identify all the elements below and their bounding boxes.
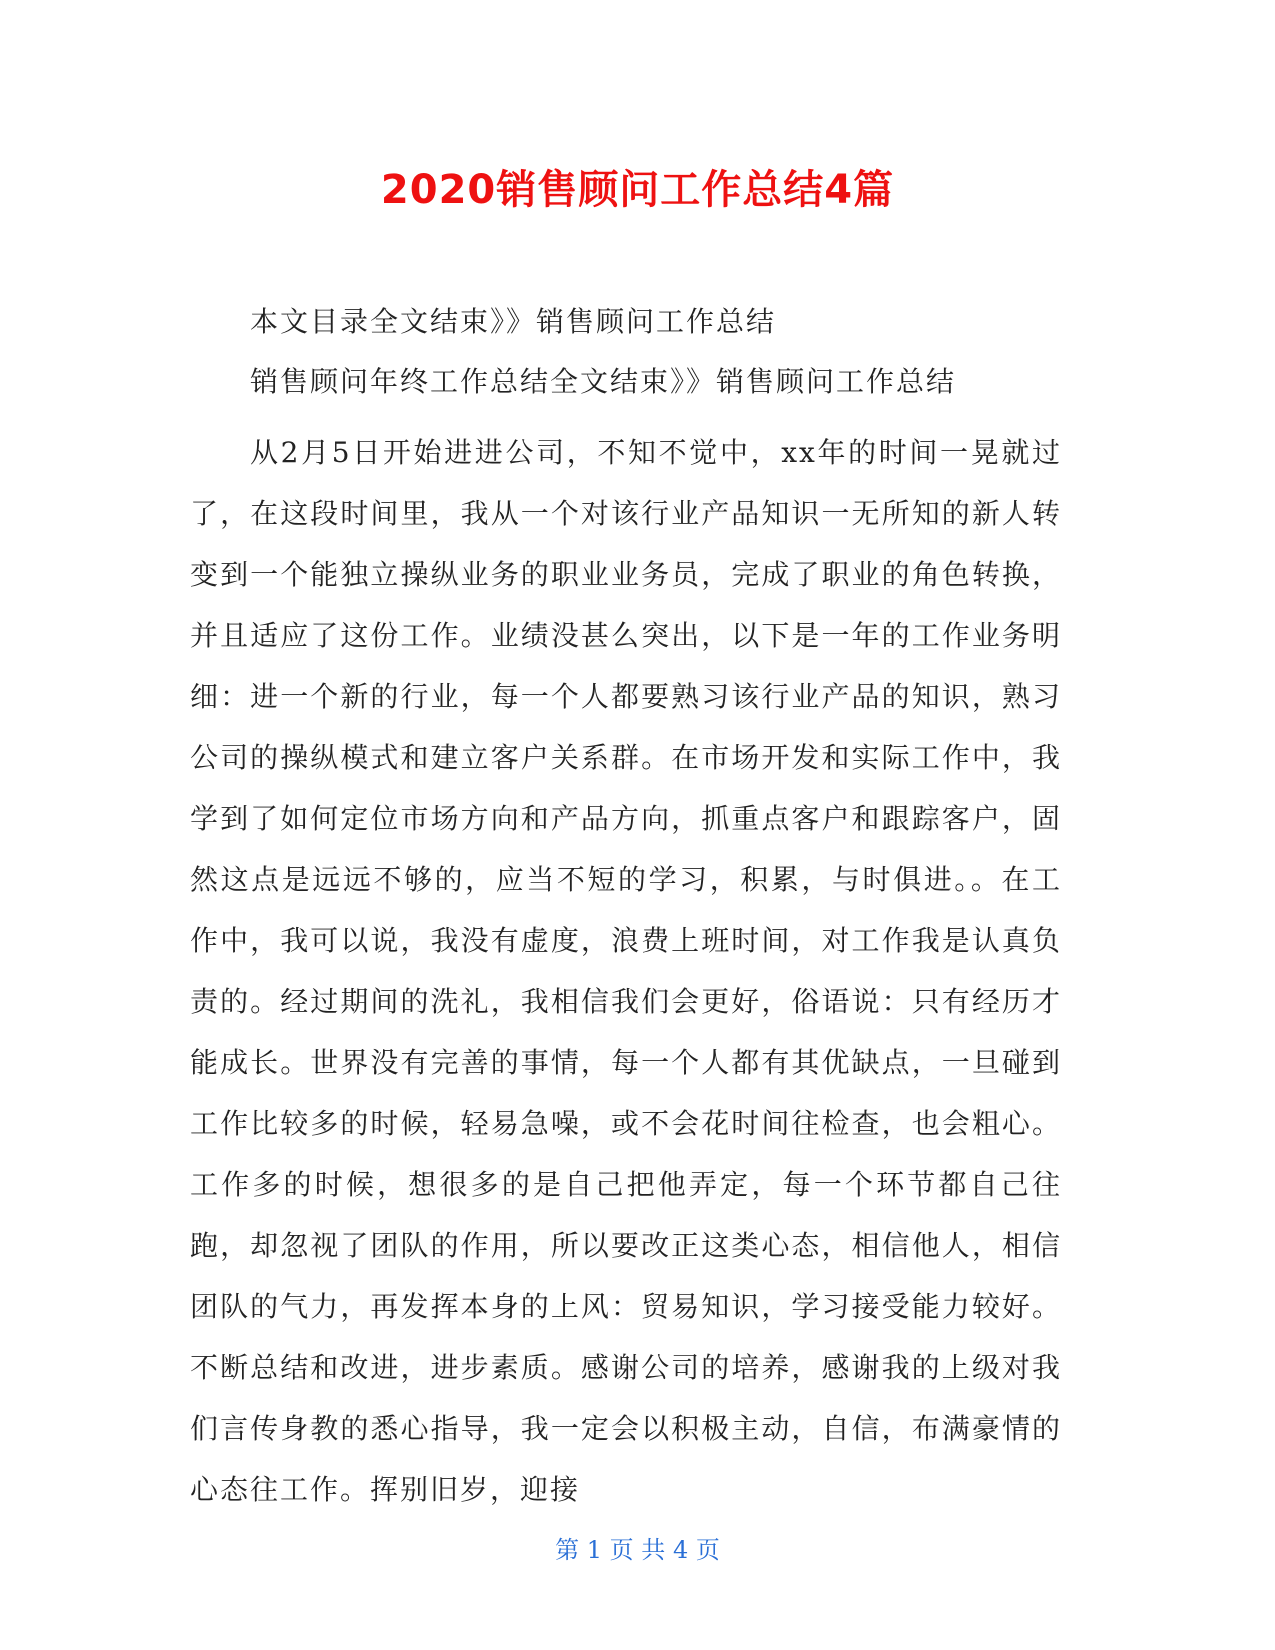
toc-entry-2: 销售顾问年终工作总结全文结束》》销售顾问工作总结 xyxy=(250,365,957,398)
body-paragraph: 从2月5日开始进进公司，不知不觉中，xx年的时间一晃就过了，在这段时间里，我从一个对该行业产品知识一无所知的新人转变到一个能独立操纵业务的职业业务员，完成了职业的角色转换，并且适应了这份工作。业绩没甚么突出，以下是一年的工作业务明细：进一个新的行业，每一个人都要熟习该行业产品的知识，熟习公司的操纵模式和建立客户关系群。在市场开发和实际工作中，我学到了如何定位市场方向和产品方向，抓重点客户和跟踪客户，固然这点是远远不够的，应当不短的学习，积累，与时俱进。。在工作中，我可以说，我没有虚度，浪费上班时间，对工作我是认真负责的。经过期间的洗礼，我相信我们会更好，俗语说：只有经历才能成长。世界没有完善的事情，每一个人都有其优缺点，一旦碰到工作比较多的时候，轻易急噪，或不会花时间往检查，也会粗心。工作多的时候，想很多的是自己把他弄定，每一个环节都自己往跑，却忽视了团队的作用，所以要改正这类心态，相信他人，相信团队的气力，再发挥本身的上风：贸易知识，学习接受能力较好。不断总结和改进，进步素质。感谢公司的培养，感谢我的上级对我们言传身教的悉心指导，我一定会以积极主动，自信，布满豪情的心态往工作。挥别旧岁，迎接 xyxy=(190,436,1062,1506)
toc-entry-1: 本文目录全文结束》》销售顾问工作总结 xyxy=(250,305,777,338)
document-title: 2020销售顾问工作总结4篇 xyxy=(380,167,895,213)
page-number-footer: 第 1 页 共 4 页 xyxy=(555,1536,720,1564)
